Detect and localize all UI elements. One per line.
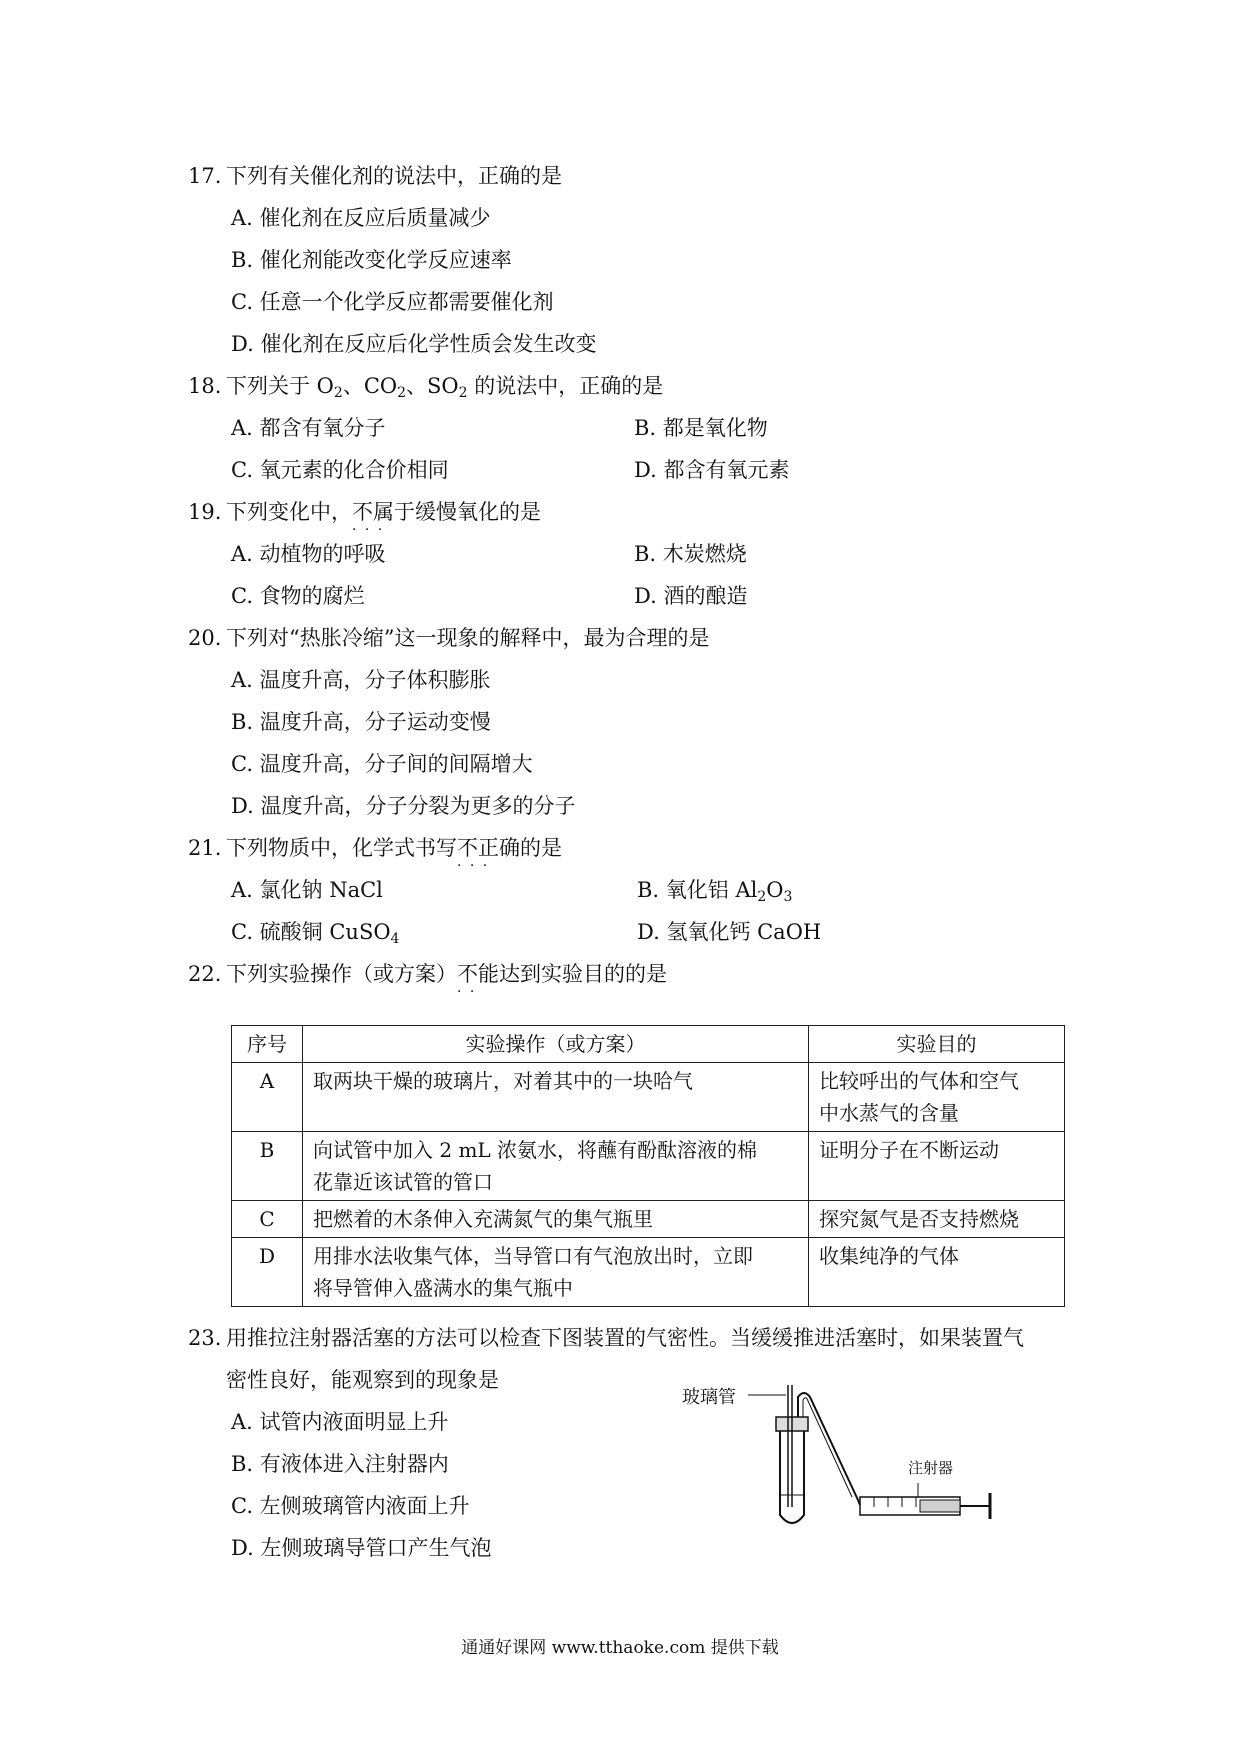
operation-cell [303, 1063, 809, 1132]
question-number: 22. [188, 962, 222, 986]
option [637, 874, 792, 905]
option: D. 都含有氧元素 [634, 458, 790, 482]
row-id: C [232, 1201, 303, 1238]
question-number: 21. [188, 836, 222, 860]
question-20 [188, 622, 709, 652]
subscript: 3 [783, 889, 793, 905]
option: B. 催化剂能改变化学反应速率 [231, 248, 512, 272]
experiment-table [231, 1025, 1065, 1307]
option: A. 温度升高，分子体积膨胀 [231, 668, 491, 692]
row-id: D [232, 1238, 303, 1307]
emphasized-text: 不属于 · · · [352, 496, 415, 526]
subscript: 2 [333, 385, 343, 401]
option: A. 动植物的呼吸 [231, 542, 386, 566]
question-18 [188, 370, 663, 401]
option: C. 任意一个化学反应都需要催化剂 [231, 290, 554, 314]
goal-cell [809, 1201, 1065, 1238]
goal-cell [809, 1063, 1065, 1132]
option: A. 氯化钠 NaCl [231, 878, 383, 902]
cell-line: 花靠近该试管的管口 [313, 1170, 493, 1194]
option: D. 酒的酿造 [634, 584, 748, 608]
goal-cell [809, 1132, 1065, 1201]
question-number: 19. [188, 500, 222, 524]
question-21 [188, 832, 562, 862]
stem-text: 下列关于 O [226, 374, 334, 398]
stem-text: 的是 [520, 836, 562, 860]
option-text: C. 硫酸铜 CuSO [231, 920, 391, 944]
operation-cell [303, 1201, 809, 1238]
cell-line: 收集纯净的气体 [819, 1244, 959, 1268]
subscript: 2 [458, 385, 468, 401]
stem-text: 下列物质中，化学式书写 [226, 836, 457, 860]
option: B. 都是氧化物 [634, 416, 768, 440]
table-row [232, 1238, 1065, 1307]
question-stem: 下列有关催化剂的说法中，正确的是 [226, 164, 562, 188]
page-footer: 通通好课网 www.tthaoke.com 提供下载 [461, 1638, 779, 1658]
option: A. 都含有氧分子 [231, 416, 386, 440]
row-id: A [232, 1063, 303, 1132]
question-23 [188, 1322, 1024, 1352]
operation-cell [303, 1238, 809, 1307]
connecting-tube [798, 1393, 860, 1505]
cell-line: 证明分子在不断运动 [819, 1138, 999, 1162]
cell-line: 中水蒸气的含量 [819, 1101, 959, 1125]
table-header-row [232, 1026, 1065, 1063]
option: A. 试管内液面明显上升 [231, 1410, 449, 1434]
row-id: B [232, 1132, 303, 1201]
stem-text: 下列变化中， [226, 500, 352, 524]
question-number: 23. [188, 1326, 222, 1350]
option: C. 温度升高，分子间的间隔增大 [231, 752, 533, 776]
question-number: 18. [188, 374, 222, 398]
option: B. 温度升高，分子运动变慢 [231, 710, 491, 734]
option [231, 916, 399, 947]
cell-line: 比较呼出的气体和空气 [819, 1069, 1019, 1093]
cell-line: 把燃着的木条伸入充满氮气的集气瓶里 [313, 1207, 653, 1231]
column-header: 实验目的 [809, 1026, 1065, 1063]
cell-line: 将导管伸入盛满水的集气瓶中 [313, 1276, 573, 1300]
table-row [232, 1063, 1065, 1132]
stem-text: 、CO [342, 374, 398, 398]
cell-line: 探究氮气是否支持燃烧 [819, 1207, 1019, 1231]
question-19 [188, 496, 541, 526]
stem-text: 的说法中，正确的是 [467, 374, 664, 398]
option: C. 左侧玻璃管内液面上升 [231, 1494, 470, 1518]
option: A. 催化剂在反应后质量减少 [231, 206, 491, 230]
operation-cell [303, 1132, 809, 1201]
goal-cell [809, 1238, 1065, 1307]
cell-line: 向试管中加入 2 mL 浓氨水，将蘸有酚酞溶液的棉 [313, 1138, 758, 1162]
option: D. 催化剂在反应后化学性质会发生改变 [231, 332, 597, 356]
subscript: 2 [757, 889, 767, 905]
table-row [232, 1132, 1065, 1201]
option: B. 木炭燃烧 [634, 542, 747, 566]
option: D. 氢氧化钙 CaOH [637, 920, 822, 944]
subscript: 4 [390, 931, 400, 947]
option: D. 左侧玻璃导管口产生气泡 [231, 1536, 492, 1560]
cell-line: 用排水法收集气体，当导管口有气泡放出时，立即 [313, 1244, 753, 1268]
stem-text: 缓慢氧化的是 [415, 500, 541, 524]
column-header: 序号 [232, 1026, 303, 1063]
stem-text: 、SO [406, 374, 459, 398]
question-22 [188, 958, 667, 988]
cell-line: 取两块干燥的玻璃片，对着其中的一块哈气 [313, 1069, 693, 1093]
stem-text: 用推拉注射器活塞的方法可以检查下图装置的气密性。当缓缓推进活塞时，如果装置气 [226, 1326, 1024, 1350]
apparatus-figure [680, 1375, 1040, 1535]
syringe-plunger [920, 1500, 960, 1512]
question-number: 20. [188, 626, 222, 650]
emphasized-text: 不正确 · · · [457, 832, 520, 862]
tube-label: 玻璃管 [682, 1387, 736, 1408]
column-header: 实验操作（或方案） [303, 1026, 809, 1063]
question-17 [188, 160, 562, 190]
subscript: 2 [397, 385, 407, 401]
option: C. 食物的腐烂 [231, 584, 365, 608]
stem-continuation: 密性良好，能观察到的现象是 [226, 1368, 499, 1392]
option: B. 有液体进入注射器内 [231, 1452, 449, 1476]
option-text: B. 氧化铝 Al [637, 878, 758, 902]
question-number: 17. [188, 164, 222, 188]
option: D. 温度升高，分子分裂为更多的分子 [231, 794, 576, 818]
stem-text: 达到实验目的的是 [499, 962, 667, 986]
stem-text: 下列实验操作（或方案） [226, 962, 457, 986]
emphasized-text: 不能 · · [457, 958, 499, 988]
syringe-label: 注射器 [908, 1459, 954, 1477]
option-text: O [766, 878, 784, 902]
connecting-tube [803, 1398, 852, 1497]
question-stem: 下列对“热胀冷缩”这一现象的解释中，最为合理的是 [226, 626, 710, 650]
option: C. 氧元素的化合价相同 [231, 458, 449, 482]
table-row [232, 1201, 1065, 1238]
